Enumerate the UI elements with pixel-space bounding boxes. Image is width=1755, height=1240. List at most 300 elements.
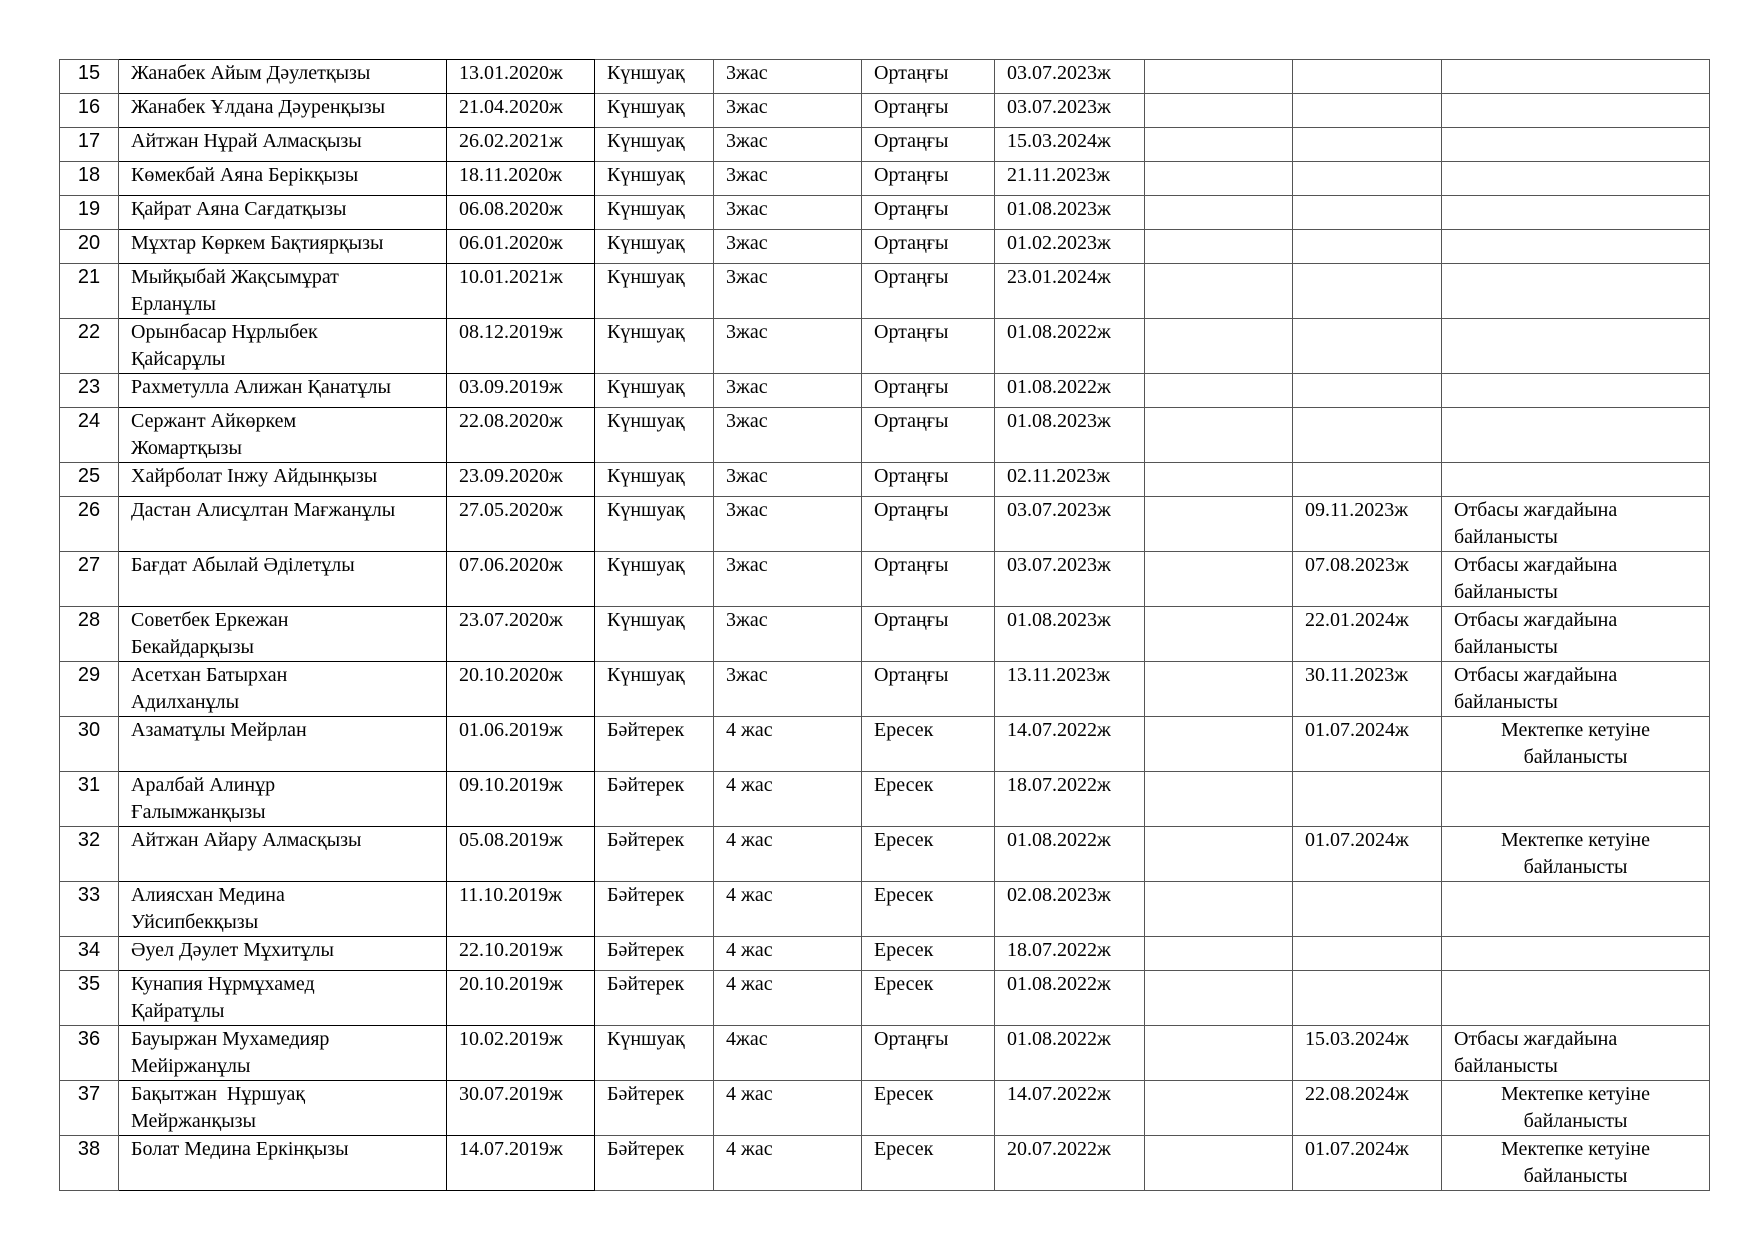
child-name-cell-text: Қайрат Аяна Сағдатқызы xyxy=(131,198,347,220)
empty-cell xyxy=(1145,1026,1293,1081)
age-cell-text: 4 жас xyxy=(726,1083,773,1105)
table-row xyxy=(60,827,1710,882)
age-cell-text: 3жас xyxy=(726,321,768,343)
leave-reason-cell xyxy=(1442,60,1710,94)
age-cell xyxy=(714,497,862,552)
age-cell xyxy=(714,128,862,162)
table-row xyxy=(60,1136,1710,1191)
row-number-cell-text: 31 xyxy=(77,774,101,796)
admission-date-cell xyxy=(995,937,1145,971)
empty-cell xyxy=(1145,971,1293,1026)
empty-cell xyxy=(1145,497,1293,552)
leave-reason-cell xyxy=(1442,552,1710,607)
leave-date-cell xyxy=(1293,374,1442,408)
birth-date-cell xyxy=(447,772,595,827)
age-cell-text: 3жас xyxy=(726,465,768,487)
admission-date-cell xyxy=(995,94,1145,128)
child-name-cell-text: Мұхтар Көркем Бақтиярқызы xyxy=(131,232,384,254)
group-name-cell xyxy=(595,1081,714,1136)
table-row xyxy=(60,230,1710,264)
level-cell-text: Ортаңғы xyxy=(874,96,949,118)
child-name-cell xyxy=(119,94,447,128)
age-cell xyxy=(714,662,862,717)
level-cell xyxy=(862,1026,995,1081)
row-number-cell xyxy=(60,971,119,1026)
birth-date-cell-text: 23.09.2020ж xyxy=(459,465,563,487)
level-cell xyxy=(862,196,995,230)
birth-date-cell-text: 07.06.2020ж xyxy=(459,554,563,576)
birth-date-cell-text: 14.07.2019ж xyxy=(459,1138,563,1160)
empty-cell xyxy=(1145,772,1293,827)
row-number-cell xyxy=(60,94,119,128)
age-cell-text: 3жас xyxy=(726,232,768,254)
birth-date-cell xyxy=(447,662,595,717)
group-name-cell-text: Күншуақ xyxy=(607,266,685,288)
birth-date-cell-text: 01.06.2019ж xyxy=(459,719,563,741)
age-cell-text: 3жас xyxy=(726,164,768,186)
admission-date-cell xyxy=(995,319,1145,374)
row-number-cell-text: 36 xyxy=(77,1028,101,1050)
child-name-cell-text: Асетхан Батырхан Адилханұлы xyxy=(131,664,288,713)
level-cell xyxy=(862,230,995,264)
group-name-cell xyxy=(595,937,714,971)
admission-date-cell xyxy=(995,264,1145,319)
group-name-cell-text: Күншуақ xyxy=(607,62,685,84)
level-cell xyxy=(862,128,995,162)
level-cell xyxy=(862,162,995,196)
admission-date-cell xyxy=(995,971,1145,1026)
child-name-cell-text: Бақытжан Нұршуақ Мейржанқызы xyxy=(131,1083,306,1132)
row-number-cell xyxy=(60,463,119,497)
level-cell xyxy=(862,497,995,552)
leave-reason-cell xyxy=(1442,1136,1710,1191)
group-name-cell-text: Бәйтерек xyxy=(607,884,685,906)
row-number-cell xyxy=(60,60,119,94)
admission-date-cell-text: 01.08.2022ж xyxy=(1007,1028,1111,1050)
table-row xyxy=(60,971,1710,1026)
level-cell-text: Ортаңғы xyxy=(874,465,949,487)
child-name-cell-text: Аралбай Алинұр Ғалымжанқызы xyxy=(131,774,276,823)
row-number-cell-text: 16 xyxy=(77,96,101,118)
level-cell-text: Ересек xyxy=(874,719,934,741)
birth-date-cell-text: 20.10.2019ж xyxy=(459,973,563,995)
empty-cell xyxy=(1145,264,1293,319)
level-cell xyxy=(862,552,995,607)
row-number-cell-text: 32 xyxy=(77,829,101,851)
child-name-cell xyxy=(119,1136,447,1191)
birth-date-cell-text: 03.09.2019ж xyxy=(459,376,563,398)
row-number-cell-text: 29 xyxy=(77,664,101,686)
age-cell-text: 3жас xyxy=(726,410,768,432)
child-name-cell xyxy=(119,196,447,230)
age-cell xyxy=(714,937,862,971)
admission-date-cell xyxy=(995,60,1145,94)
admission-date-cell-text: 01.08.2022ж xyxy=(1007,973,1111,995)
birth-date-cell xyxy=(447,1081,595,1136)
level-cell xyxy=(862,1136,995,1191)
row-number-cell xyxy=(60,1026,119,1081)
child-name-cell-text: Мыйқыбай Жақсымұрат Ерланұлы xyxy=(131,266,339,315)
row-number-cell-text: 20 xyxy=(77,232,101,254)
birth-date-cell-text: 22.08.2020ж xyxy=(459,410,563,432)
child-name-cell-text: Рахметулла Алижан Қанатұлы xyxy=(131,376,391,398)
age-cell xyxy=(714,1136,862,1191)
leave-reason-cell-text: Мектепке кетуіне байланысты xyxy=(1501,1083,1650,1132)
level-cell xyxy=(862,60,995,94)
row-number-cell-text: 34 xyxy=(77,939,101,961)
leave-reason-cell-text: Мектепке кетуіне байланысты xyxy=(1501,719,1650,768)
admission-date-cell xyxy=(995,374,1145,408)
age-cell xyxy=(714,408,862,463)
row-number-cell xyxy=(60,319,119,374)
age-cell-text: 4 жас xyxy=(726,1138,773,1160)
table-body xyxy=(60,60,1710,1191)
leave-reason-cell-text: Отбасы жағдайына байланысты xyxy=(1454,1028,1618,1077)
group-name-cell xyxy=(595,717,714,772)
group-name-cell xyxy=(595,607,714,662)
birth-date-cell-text: 05.08.2019ж xyxy=(459,829,563,851)
admission-date-cell-text: 21.11.2023ж xyxy=(1007,164,1111,186)
level-cell xyxy=(862,264,995,319)
leave-reason-cell-text: Отбасы жағдайына байланысты xyxy=(1454,609,1618,658)
birth-date-cell-text: 06.01.2020ж xyxy=(459,232,563,254)
birth-date-cell xyxy=(447,196,595,230)
leave-date-cell xyxy=(1293,128,1442,162)
birth-date-cell-text: 22.10.2019ж xyxy=(459,939,563,961)
table-row xyxy=(60,162,1710,196)
group-name-cell xyxy=(595,1136,714,1191)
birth-date-cell xyxy=(447,128,595,162)
level-cell-text: Ортаңғы xyxy=(874,164,949,186)
age-cell xyxy=(714,94,862,128)
child-name-cell xyxy=(119,319,447,374)
child-name-cell xyxy=(119,772,447,827)
level-cell xyxy=(862,772,995,827)
leave-date-cell xyxy=(1293,319,1442,374)
group-name-cell-text: Бәйтерек xyxy=(607,1138,685,1160)
table-row xyxy=(60,662,1710,717)
empty-cell xyxy=(1145,319,1293,374)
empty-cell xyxy=(1145,607,1293,662)
leave-reason-cell xyxy=(1442,937,1710,971)
age-cell-text: 4жас xyxy=(726,1028,768,1050)
empty-cell xyxy=(1145,662,1293,717)
group-name-cell xyxy=(595,319,714,374)
leave-reason-cell-text: Отбасы жағдайына байланысты xyxy=(1454,554,1618,603)
child-name-cell-text: Бауыржан Мухамедияр Мейіржанұлы xyxy=(131,1028,330,1077)
level-cell xyxy=(862,607,995,662)
row-number-cell-text: 27 xyxy=(77,554,101,576)
leave-date-cell xyxy=(1293,607,1442,662)
age-cell-text: 4 жас xyxy=(726,939,773,961)
empty-cell xyxy=(1145,196,1293,230)
empty-cell xyxy=(1145,937,1293,971)
child-name-cell-text: Сержант Айкөркем Жомартқызы xyxy=(131,410,297,459)
admission-date-cell xyxy=(995,408,1145,463)
leave-date-cell xyxy=(1293,196,1442,230)
group-name-cell-text: Бәйтерек xyxy=(607,774,685,796)
admission-date-cell xyxy=(995,162,1145,196)
group-name-cell xyxy=(595,497,714,552)
level-cell xyxy=(862,827,995,882)
row-number-cell-text: 30 xyxy=(77,719,101,741)
group-name-cell-text: Күншуақ xyxy=(607,96,685,118)
age-cell-text: 3жас xyxy=(726,609,768,631)
level-cell-text: Ересек xyxy=(874,939,934,961)
admission-date-cell-text: 14.07.2022ж xyxy=(1007,719,1111,741)
birth-date-cell xyxy=(447,717,595,772)
empty-cell xyxy=(1145,463,1293,497)
birth-date-cell-text: 11.10.2019ж xyxy=(459,884,563,906)
level-cell xyxy=(862,1081,995,1136)
row-number-cell xyxy=(60,374,119,408)
group-name-cell-text: Күншуақ xyxy=(607,1028,685,1050)
child-name-cell xyxy=(119,230,447,264)
leave-reason-cell xyxy=(1442,882,1710,937)
admission-date-cell-text: 01.08.2022ж xyxy=(1007,829,1111,851)
row-number-cell-text: 33 xyxy=(77,884,101,906)
row-number-cell xyxy=(60,882,119,937)
empty-cell xyxy=(1145,230,1293,264)
birth-date-cell xyxy=(447,1136,595,1191)
admission-date-cell xyxy=(995,717,1145,772)
admission-date-cell-text: 18.07.2022ж xyxy=(1007,774,1111,796)
level-cell-text: Ересек xyxy=(874,774,934,796)
group-name-cell-text: Бәйтерек xyxy=(607,829,685,851)
age-cell-text: 3жас xyxy=(726,266,768,288)
leave-date-cell xyxy=(1293,162,1442,196)
row-number-cell xyxy=(60,552,119,607)
level-cell-text: Ортаңғы xyxy=(874,410,949,432)
age-cell xyxy=(714,882,862,937)
admission-date-cell xyxy=(995,463,1145,497)
child-name-cell xyxy=(119,1026,447,1081)
admission-date-cell-text: 15.03.2024ж xyxy=(1007,130,1111,152)
leave-date-cell xyxy=(1293,717,1442,772)
age-cell-text: 3жас xyxy=(726,130,768,152)
admission-date-cell xyxy=(995,128,1145,162)
leave-reason-cell-text: Отбасы жағдайына байланысты xyxy=(1454,499,1618,548)
group-name-cell xyxy=(595,1026,714,1081)
birth-date-cell xyxy=(447,971,595,1026)
table-row xyxy=(60,607,1710,662)
group-name-cell-text: Күншуақ xyxy=(607,376,685,398)
child-name-cell xyxy=(119,1081,447,1136)
group-name-cell xyxy=(595,971,714,1026)
leave-date-cell-text: 01.07.2024ж xyxy=(1305,1138,1409,1160)
leave-date-cell-text: 09.11.2023ж xyxy=(1305,499,1409,521)
admission-date-cell xyxy=(995,196,1145,230)
level-cell xyxy=(862,463,995,497)
birth-date-cell xyxy=(447,408,595,463)
group-name-cell-text: Күншуақ xyxy=(607,198,685,220)
empty-cell xyxy=(1145,408,1293,463)
group-name-cell-text: Күншуақ xyxy=(607,164,685,186)
age-cell xyxy=(714,463,862,497)
admission-date-cell-text: 13.11.2023ж xyxy=(1007,664,1111,686)
table-row xyxy=(60,717,1710,772)
leave-reason-cell xyxy=(1442,319,1710,374)
child-name-cell xyxy=(119,60,447,94)
child-name-cell-text: Айтжан Айару Алмасқызы xyxy=(131,829,362,851)
table-row xyxy=(60,937,1710,971)
group-name-cell-text: Күншуақ xyxy=(607,609,685,631)
level-cell-text: Ересек xyxy=(874,1083,934,1105)
row-number-cell xyxy=(60,497,119,552)
leave-reason-cell xyxy=(1442,662,1710,717)
level-cell xyxy=(862,662,995,717)
child-name-cell-text: Көмекбай Аяна Берікқызы xyxy=(131,164,359,186)
row-number-cell-text: 25 xyxy=(77,465,101,487)
admission-date-cell-text: 01.08.2022ж xyxy=(1007,376,1111,398)
empty-cell xyxy=(1145,552,1293,607)
leave-date-cell xyxy=(1293,772,1442,827)
empty-cell xyxy=(1145,374,1293,408)
leave-reason-cell xyxy=(1442,264,1710,319)
child-name-cell-text: Дастан Алисұлтан Мағжанұлы xyxy=(131,499,396,521)
leave-reason-cell-text: Мектепке кетуіне байланысты xyxy=(1501,1138,1650,1187)
admission-date-cell-text: 02.08.2023ж xyxy=(1007,884,1111,906)
row-number-cell-text: 24 xyxy=(77,410,101,432)
leave-date-cell-text: 30.11.2023ж xyxy=(1305,664,1409,686)
group-name-cell-text: Күншуақ xyxy=(607,554,685,576)
row-number-cell xyxy=(60,717,119,772)
birth-date-cell xyxy=(447,497,595,552)
leave-reason-cell-text: Мектепке кетуіне байланысты xyxy=(1501,829,1650,878)
leave-reason-cell xyxy=(1442,717,1710,772)
level-cell-text: Ортаңғы xyxy=(874,321,949,343)
empty-cell xyxy=(1145,717,1293,772)
birth-date-cell-text: 10.01.2021ж xyxy=(459,266,563,288)
leave-reason-cell xyxy=(1442,1026,1710,1081)
row-number-cell-text: 37 xyxy=(77,1083,101,1105)
child-name-cell xyxy=(119,128,447,162)
level-cell xyxy=(862,408,995,463)
empty-cell xyxy=(1145,60,1293,94)
empty-cell xyxy=(1145,128,1293,162)
level-cell-text: Ортаңғы xyxy=(874,664,949,686)
child-name-cell xyxy=(119,552,447,607)
admission-date-cell-text: 23.01.2024ж xyxy=(1007,266,1111,288)
leave-reason-cell xyxy=(1442,408,1710,463)
group-name-cell-text: Күншуақ xyxy=(607,465,685,487)
child-name-cell xyxy=(119,717,447,772)
leave-date-cell-text: 07.08.2023ж xyxy=(1305,554,1409,576)
empty-cell xyxy=(1145,162,1293,196)
leave-reason-cell xyxy=(1442,196,1710,230)
birth-date-cell xyxy=(447,162,595,196)
admission-date-cell xyxy=(995,827,1145,882)
birth-date-cell xyxy=(447,230,595,264)
table-row xyxy=(60,552,1710,607)
age-cell xyxy=(714,1081,862,1136)
group-name-cell-text: Бәйтерек xyxy=(607,939,685,961)
child-name-cell xyxy=(119,463,447,497)
row-number-cell-text: 15 xyxy=(77,62,101,84)
age-cell-text: 3жас xyxy=(726,376,768,398)
group-name-cell xyxy=(595,408,714,463)
child-name-cell xyxy=(119,662,447,717)
admission-date-cell xyxy=(995,882,1145,937)
age-cell xyxy=(714,1026,862,1081)
child-name-cell-text: Болат Медина Еркінқызы xyxy=(131,1138,349,1160)
leave-date-cell xyxy=(1293,463,1442,497)
leave-date-cell xyxy=(1293,60,1442,94)
leave-reason-cell xyxy=(1442,971,1710,1026)
leave-reason-cell xyxy=(1442,162,1710,196)
birth-date-cell xyxy=(447,374,595,408)
table-row xyxy=(60,374,1710,408)
leave-date-cell-text: 22.08.2024ж xyxy=(1305,1083,1409,1105)
group-name-cell-text: Күншуақ xyxy=(607,410,685,432)
child-name-cell xyxy=(119,937,447,971)
birth-date-cell-text: 30.07.2019ж xyxy=(459,1083,563,1105)
birth-date-cell xyxy=(447,60,595,94)
leave-date-cell-text: 22.01.2024ж xyxy=(1305,609,1409,631)
leave-reason-cell xyxy=(1442,94,1710,128)
admission-date-cell xyxy=(995,1136,1145,1191)
admission-date-cell xyxy=(995,607,1145,662)
leave-date-cell xyxy=(1293,408,1442,463)
row-number-cell xyxy=(60,230,119,264)
birth-date-cell xyxy=(447,94,595,128)
table-row xyxy=(60,128,1710,162)
table-row xyxy=(60,408,1710,463)
child-name-cell xyxy=(119,374,447,408)
birth-date-cell xyxy=(447,552,595,607)
age-cell xyxy=(714,230,862,264)
birth-date-cell xyxy=(447,607,595,662)
row-number-cell xyxy=(60,827,119,882)
leave-reason-cell xyxy=(1442,128,1710,162)
row-number-cell-text: 17 xyxy=(77,130,101,152)
table-row xyxy=(60,1081,1710,1136)
group-name-cell-text: Бәйтерек xyxy=(607,719,685,741)
group-name-cell xyxy=(595,374,714,408)
birth-date-cell-text: 18.11.2020ж xyxy=(459,164,563,186)
birth-date-cell xyxy=(447,937,595,971)
children-registry-table xyxy=(59,59,1710,1191)
admission-date-cell-text: 18.07.2022ж xyxy=(1007,939,1111,961)
table-row xyxy=(60,196,1710,230)
group-name-cell-text: Күншуақ xyxy=(607,130,685,152)
row-number-cell-text: 38 xyxy=(77,1138,101,1160)
age-cell-text: 4 жас xyxy=(726,829,773,851)
age-cell xyxy=(714,196,862,230)
row-number-cell xyxy=(60,128,119,162)
row-number-cell xyxy=(60,772,119,827)
age-cell-text: 4 жас xyxy=(726,884,773,906)
group-name-cell-text: Күншуақ xyxy=(607,499,685,521)
row-number-cell-text: 21 xyxy=(77,266,101,288)
table-row xyxy=(60,772,1710,827)
admission-date-cell-text: 01.08.2023ж xyxy=(1007,609,1111,631)
empty-cell xyxy=(1145,1136,1293,1191)
row-number-cell-text: 28 xyxy=(77,609,101,631)
admission-date-cell-text: 01.08.2023ж xyxy=(1007,410,1111,432)
level-cell xyxy=(862,971,995,1026)
level-cell-text: Ересек xyxy=(874,884,934,906)
leave-reason-cell xyxy=(1442,230,1710,264)
admission-date-cell-text: 03.07.2023ж xyxy=(1007,96,1111,118)
level-cell-text: Ересек xyxy=(874,973,934,995)
child-name-cell xyxy=(119,882,447,937)
age-cell xyxy=(714,827,862,882)
row-number-cell xyxy=(60,1136,119,1191)
leave-date-cell xyxy=(1293,1136,1442,1191)
age-cell-text: 3жас xyxy=(726,96,768,118)
admission-date-cell xyxy=(995,552,1145,607)
